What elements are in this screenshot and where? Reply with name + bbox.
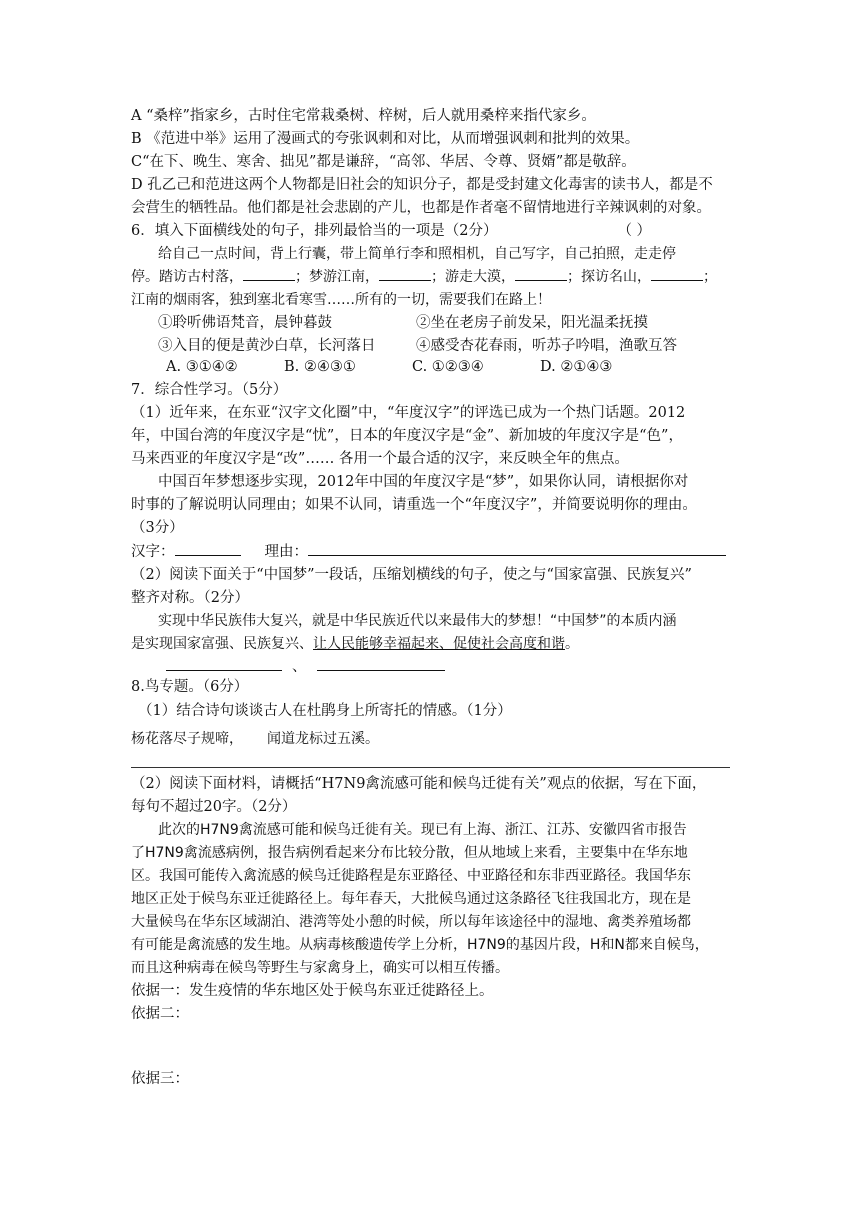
q8-poem — [131, 728, 379, 750]
material-line-3: 区。我国可能传入禽流感的候鸟迁徙路程是东亚路径、中亚路径和东非西亚路径。我国华东 — [131, 868, 691, 884]
q7-compress-answer-row — [166, 656, 445, 678]
material-line-5: 大量候鸟在华东区域湖泊、港湾等处小憩的时候，所以每年该途径中的湿地、禽类养殖场都 — [131, 914, 691, 930]
q6-title-text: 6．填入下面横线处的句子，排列最恰当的一项是（2分） — [131, 223, 498, 239]
q6-answer-paren: （ ） — [617, 223, 652, 239]
liyou-label: 理由： — [264, 544, 308, 560]
q6-option-d[interactable]: D. ②①④③ — [540, 359, 613, 375]
q7-s2-line-4 — [131, 633, 579, 655]
q7-s2-line-4-a: 是实现国家富强、民族复兴、 — [131, 636, 313, 652]
option-c-line: C“在下、晚生、寒舍、拙见”都是谦辞，“高邻、华居、令尊、贤婿”都是敬辞。 — [131, 154, 636, 170]
option-b-line: B 《范进中举》运用了漫画式的夸张讽刺和对比，从而增强讽刺和批判的效果。 — [131, 131, 640, 147]
q6-p2-d: ；探访名山， — [567, 269, 651, 285]
q6-paragraph-2 — [131, 266, 717, 288]
q6-title — [131, 220, 651, 242]
q7-s2-line-2: 整齐对称。（2分） — [131, 590, 249, 606]
q6-choices-row-1 — [158, 312, 648, 334]
liyou-answer-field[interactable] — [308, 541, 726, 556]
q7-s2-line-3: 实现中华民族伟大复兴，就是中华民族近代以来最伟大的梦想！“中国梦”的本质内涵 — [158, 613, 677, 629]
hanzi-answer-field[interactable] — [175, 541, 241, 556]
q6-choice-4: ④感受杏花春雨，听苏子吟唱，渔歌互答 — [416, 338, 677, 354]
basis-3-label: 依据三： — [131, 1071, 189, 1087]
q7-underlined-sentence: 让人民能够幸福起来、促使社会高度和谐 — [313, 636, 565, 652]
material-line-4: 地区正处于候鸟东亚迁徙路径上。每年春天，大批候鸟通过这条路径飞往我国北方，现在是 — [131, 891, 691, 907]
q6-option-a[interactable]: A. ③①④② — [166, 359, 238, 375]
material-line-2: 了H7N9禽流感病例，报告病例看起来分布比较分散，但从地域上来看，主要集中在华东地 — [131, 845, 688, 861]
material-line-7: 而且这种病毒在候鸟等野生与家禽身上，确实可以相互传播。 — [131, 960, 509, 976]
compress-answer-field-1[interactable] — [166, 656, 282, 671]
q7-s1-line-5: 时事的了解说明认同理由；如果不认同，请重选一个“年度汉字”，并简要说明你的理由。 — [131, 497, 697, 513]
q7-s1-line-3: 马来西亚的年度汉字是“改”…… 各用一个最合适的汉字，来反映全年的焦点。 — [131, 451, 629, 467]
option-d-line-2: 会营生的牺牲品。他们都是社会悲剧的产儿，也都是作者毫不留情地进行辛辣讽刺的对象。 — [131, 200, 711, 216]
q6-option-c[interactable]: C. ①②③④ — [412, 359, 484, 375]
q8-answer-line[interactable] — [131, 767, 730, 768]
q8-s2-line-1: （2）阅读下面材料，请概括“H7N9禽流感可能和候鸟迁徙有关”观点的依据，写在下面， — [131, 776, 707, 792]
q7-s1-line-4: 中国百年梦想逐步实现，2012年中国的年度汉字是“梦”，如果你认同，请根据你对 — [158, 474, 689, 490]
q7-s1-line-1: （1）近年来，在东亚“汉字文化圈”中，“年度汉字”的评选已成为一个热门话题。2012 — [131, 405, 686, 421]
q7-s2-line-4-end: 。 — [565, 636, 579, 652]
material-line-1: 此次的H7N9禽流感可能和候鸟迁徙有关。现已有上海、浙江、江苏、安徽四省市报告 — [158, 822, 687, 838]
q6-choice-2: ②坐在老房子前发呆，阳光温柔抚摸 — [416, 315, 648, 331]
q6-options-row — [166, 356, 612, 378]
poem-line-2: 闻道龙标过五溪。 — [267, 731, 379, 747]
q7-s2-line-1: （2）阅读下面关于“中国梦”一段话，压缩划横线的句子，使之与“国家富强、民族复兴” — [131, 567, 692, 583]
q6-p2-b: ；梦游江南， — [295, 269, 379, 285]
q7-s1-line-2: 年，中国台湾的年度汉字是“忧”，日本的年度汉字是“金”、新加坡的年度汉字是“色”， — [131, 428, 683, 444]
basis-1: 依据一：发生疫情的华东地区处于候鸟东亚迁徙路径上。 — [131, 983, 494, 999]
q8-s1: （1）结合诗句谈谈古人在杜鹃身上所寄托的情感。（1分） — [138, 703, 512, 719]
q7-s1-score: （3分） — [131, 520, 184, 536]
q6-blank-2[interactable] — [379, 266, 431, 281]
q6-choice-1: ①聆听佛语梵音，晨钟暮鼓 — [158, 315, 332, 331]
q7-title: 7．综合性学习。（5分） — [131, 382, 288, 398]
option-d-line-1: D 孔乙己和范进这两个人物都是旧社会的知识分子，都是受封建文化毒害的读书人，都是不 — [131, 177, 713, 193]
q6-paragraph-3: 江南的烟雨客，独到塞北看寒雪……所有的一切，需要我们在路上！ — [131, 292, 551, 308]
q6-p2-c: ；游走大漠， — [431, 269, 515, 285]
q6-p2-e: ； — [703, 269, 717, 285]
poem-line-1: 杨花落尽子规啼， — [131, 731, 243, 747]
q6-option-b[interactable]: B. ②④③① — [284, 359, 356, 375]
option-a-line: A “桑梓”指家乡，古时住宅常栽桑树、梓树，后人就用桑梓来指代家乡。 — [131, 108, 596, 124]
q6-p2-a: 停。踏访古村落， — [131, 269, 243, 285]
basis-2-label: 依据二： — [131, 1006, 189, 1022]
q8-title: 8.鸟专题。（6分） — [131, 679, 249, 695]
material-line-6: 有可能是禽流感的发生地。从病毒核酸遗传学上分析，H7N9的基因片段，H和N都来自候鸟， — [131, 937, 709, 953]
q6-blank-1[interactable] — [243, 266, 295, 281]
q6-blank-3[interactable] — [515, 266, 567, 281]
q6-paragraph-1: 给自己一点时间，背上行囊，带上简单行李和照相机，自己写字，自己拍照，走走停 — [158, 246, 676, 262]
q6-blank-4[interactable] — [651, 266, 703, 281]
q6-choices-row-2 — [158, 335, 677, 357]
compress-separator: 、 — [292, 659, 307, 675]
hanzi-label: 汉字： — [131, 544, 175, 560]
q6-choice-3: ③入目的便是黄沙白草，长河落日 — [158, 338, 376, 354]
compress-answer-field-2[interactable] — [317, 656, 445, 671]
q8-s2-line-2: 每句不超过20字。（2分） — [131, 799, 297, 815]
q7-answer-row — [131, 541, 726, 563]
